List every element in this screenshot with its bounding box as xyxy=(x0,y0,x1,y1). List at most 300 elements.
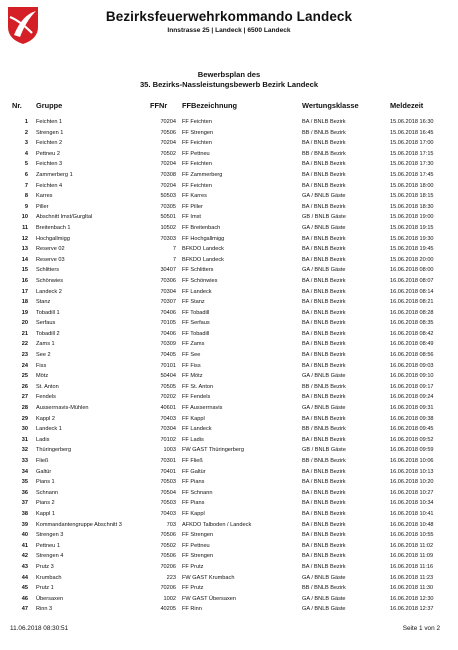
header-meldezeit: Meldezeit xyxy=(390,101,424,110)
cell-nr: 15 xyxy=(21,267,28,274)
cell-wertungsklasse: BA / BNLB Bezirk xyxy=(302,309,346,316)
cell-ffnr: 70506 xyxy=(160,553,176,560)
cell-nr: 22 xyxy=(21,341,28,348)
cell-ffbezeichnung: FF Prutz xyxy=(182,563,204,570)
cell-meldezeit: 15.06.2018 17:00 xyxy=(390,140,434,147)
cell-wertungsklasse: GA / BNLB Gäste xyxy=(302,405,346,412)
cell-meldezeit: 15.06.2018 19:45 xyxy=(390,246,434,253)
cell-nr: 19 xyxy=(21,309,28,316)
cell-meldezeit: 15.06.2018 18:15 xyxy=(390,193,434,200)
cell-nr: 24 xyxy=(21,362,28,369)
table-row xyxy=(0,403,458,414)
cell-wertungsklasse: BA / BNLB Bezirk xyxy=(302,553,346,560)
cell-ffnr: 70303 xyxy=(160,235,176,242)
cell-nr: 21 xyxy=(21,330,28,337)
cell-nr: 3 xyxy=(24,140,28,147)
cell-team: Hochgallmigg xyxy=(36,235,70,242)
cell-team: Krumbach xyxy=(36,574,62,581)
cell-team: Pians 2 xyxy=(36,500,55,507)
cell-ffbezeichnung: FF Fiss xyxy=(182,362,201,369)
cell-nr: 39 xyxy=(21,521,28,528)
cell-meldezeit: 16.06.2018 08:42 xyxy=(390,330,434,337)
cell-meldezeit: 15.06.2018 20:00 xyxy=(390,256,434,263)
cell-nr: 8 xyxy=(24,193,28,200)
table-row xyxy=(0,170,458,181)
cell-ffbezeichnung: FF Serfaus xyxy=(182,320,210,327)
table-row xyxy=(0,467,458,478)
cell-team: Prutz 3 xyxy=(36,563,54,570)
cell-ffnr: 70204 xyxy=(160,140,176,147)
table-row xyxy=(0,541,458,552)
document-title-line1: Bewerbsplan des xyxy=(197,70,261,79)
cell-ffnr: 70202 xyxy=(160,394,176,401)
cell-nr: 41 xyxy=(21,542,28,549)
cell-meldezeit: 16.06.2018 09:17 xyxy=(390,383,434,390)
cell-wertungsklasse: BB / BNLB Bezirk xyxy=(302,426,346,433)
cell-team: Thüringerberg xyxy=(36,447,72,454)
cell-wertungsklasse: BA / BNLB Bezirk xyxy=(302,140,346,147)
table-row xyxy=(0,488,458,499)
table-body xyxy=(0,117,458,615)
cell-team: Mötz xyxy=(36,373,49,380)
cell-wertungsklasse: BA / BNLB Bezirk xyxy=(302,415,346,422)
cell-ffnr: 70206 xyxy=(160,585,176,592)
cell-nr: 14 xyxy=(21,256,28,263)
cell-nr: 34 xyxy=(21,468,28,475)
cell-ffbezeichnung: FF Ladis xyxy=(182,436,204,443)
cell-team: Fiss xyxy=(36,362,47,369)
cell-ffbezeichnung: FF Feichten xyxy=(182,161,212,168)
table-header xyxy=(0,101,458,111)
cell-ffbezeichnung: FF Ausserrnavis xyxy=(182,405,223,412)
cell-meldezeit: 16.06.2018 11:30 xyxy=(390,585,434,592)
cell-nr: 7 xyxy=(24,182,28,189)
cell-ffnr: 70504 xyxy=(160,489,176,496)
cell-team: Pettneu 2 xyxy=(36,150,60,157)
cell-nr: 30 xyxy=(21,426,28,433)
cell-meldezeit: 16.06.2018 08:49 xyxy=(390,341,434,348)
cell-meldezeit: 16.06.2018 10:06 xyxy=(390,458,434,464)
table-row xyxy=(0,244,458,255)
cell-team: Schönwies xyxy=(36,277,64,284)
cell-wertungsklasse: GA / BNLB Gäste xyxy=(302,224,346,231)
cell-nr: 46 xyxy=(21,595,28,602)
cell-wertungsklasse: BA / BNLB Bezirk xyxy=(302,436,346,443)
cell-wertungsklasse: GA / BNLB Gäste xyxy=(302,574,346,581)
organization-address: Innstrasse 25 | Landeck | 6500 Landeck xyxy=(167,27,291,34)
cell-nr: 29 xyxy=(21,415,28,422)
cell-ffnr: 7 xyxy=(172,256,176,263)
table-row xyxy=(0,149,458,160)
cell-ffnr: 70206 xyxy=(160,563,176,570)
cell-wertungsklasse: GA / BNLB Gäste xyxy=(302,193,346,200)
cell-wertungsklasse: BA / BNLB Bezirk xyxy=(302,182,346,189)
cell-meldezeit: 16.06.2018 10:20 xyxy=(390,479,434,486)
cell-ffnr: 70304 xyxy=(160,288,176,295)
cell-team: Kappl 1 xyxy=(36,510,55,517)
cell-meldezeit: 16.06.2018 10:48 xyxy=(390,521,434,528)
cell-ffbezeichnung: FF Tobadill xyxy=(182,330,210,337)
cell-meldezeit: 16.06.2018 10:55 xyxy=(390,532,434,539)
cell-team: Feichten 2 xyxy=(36,140,63,147)
cell-meldezeit: 16.06.2018 09:24 xyxy=(390,394,434,401)
cell-wertungsklasse: BA / BNLB Bezirk xyxy=(302,171,346,178)
cell-wertungsklasse: BA / BNLB Bezirk xyxy=(302,277,346,284)
cell-wertungsklasse: BB / BNLB Bezirk xyxy=(302,150,346,157)
cell-meldezeit: 15.06.2018 17:15 xyxy=(390,150,434,157)
cell-team: Kommandantengruppe Abschnitt 3 xyxy=(36,521,122,528)
cell-team: Rinn 3 xyxy=(36,606,53,613)
cell-team: Zammerberg 1 xyxy=(36,171,73,178)
cell-meldezeit: 16.06.2018 08:56 xyxy=(390,352,434,359)
header-team: Gruppe xyxy=(36,101,63,110)
table-row xyxy=(0,212,458,223)
table-row xyxy=(0,318,458,329)
cell-ffnr: 1002 xyxy=(163,595,176,602)
cell-team: Reserve 02 xyxy=(36,246,65,253)
cell-ffbezeichnung: FF Feichten xyxy=(182,182,212,189)
cell-ffnr: 10502 xyxy=(160,224,176,231)
cell-wertungsklasse: BA / BNLB Bezirk xyxy=(302,256,346,263)
cell-meldezeit: 16.06.2018 11:16 xyxy=(390,563,434,570)
cell-nr: 18 xyxy=(21,299,28,306)
cell-nr: 45 xyxy=(21,585,28,592)
cell-ffnr: 70506 xyxy=(160,129,176,136)
cell-wertungsklasse: GA / BNLB Gäste xyxy=(302,373,346,380)
cell-nr: 25 xyxy=(21,373,28,380)
cell-meldezeit: 16.06.2018 09:59 xyxy=(390,447,434,454)
cell-nr: 9 xyxy=(24,203,28,210)
cell-ffbezeichnung: FF Breitenbach xyxy=(182,224,221,231)
cell-ffbezeichnung: FF Fendels xyxy=(182,394,211,401)
cell-nr: 5 xyxy=(24,161,28,168)
document-title-line2: 35. Bezirks-Nassleistungsbewerb Bezirk Landeck xyxy=(139,80,319,89)
table-row xyxy=(0,191,458,202)
cell-ffnr: 40601 xyxy=(160,405,176,412)
cell-wertungsklasse: BA / BNLB Bezirk xyxy=(302,161,346,168)
cell-ffbezeichnung: FF Rinn xyxy=(182,606,202,613)
cell-team: Fließ xyxy=(36,458,49,464)
table-row xyxy=(0,498,458,509)
cell-wertungsklasse: BA / BNLB Bezirk xyxy=(302,341,346,348)
cell-wertungsklasse: BA / BNLB Bezirk xyxy=(302,203,346,210)
table-row xyxy=(0,509,458,520)
cell-nr: 4 xyxy=(24,150,28,157)
cell-nr: 44 xyxy=(21,574,28,581)
cell-nr: 2 xyxy=(24,129,28,136)
cell-nr: 35 xyxy=(21,479,28,486)
cell-wertungsklasse: BA / BNLB Bezirk xyxy=(302,468,346,475)
cell-ffbezeichnung: FF Feichten xyxy=(182,119,212,125)
cell-meldezeit: 16.06.2018 08:00 xyxy=(390,267,434,274)
cell-wertungsklasse: GA / BNLB Gäste xyxy=(302,595,346,602)
cell-ffbezeichnung: FF Kappl xyxy=(182,510,205,517)
cell-ffnr: 223 xyxy=(166,574,176,581)
cell-team: Prutz 1 xyxy=(36,585,54,592)
table-row xyxy=(0,329,458,340)
cell-team: Schlitters xyxy=(36,267,60,274)
cell-meldezeit: 16.06.2018 09:03 xyxy=(390,362,434,369)
cell-ffbezeichnung: FF Pettneu xyxy=(182,150,210,157)
cell-ffnr: 70505 xyxy=(160,383,176,390)
table-row xyxy=(0,287,458,298)
cell-ffnr: 30407 xyxy=(160,267,176,274)
cell-nr: 43 xyxy=(21,563,28,570)
cell-team: Strengen 3 xyxy=(36,532,64,539)
cell-ffbezeichnung: FF Piller xyxy=(182,203,203,210)
cell-wertungsklasse: BA / BNLB Bezirk xyxy=(302,235,346,242)
cell-wertungsklasse: BA / BNLB Bezirk xyxy=(302,542,346,549)
cell-meldezeit: 16.06.2018 08:14 xyxy=(390,288,434,295)
cell-ffbezeichnung: FF Pettneu xyxy=(182,542,210,549)
cell-nr: 42 xyxy=(21,553,28,560)
cell-meldezeit: 15.06.2018 19:00 xyxy=(390,214,434,221)
table-row xyxy=(0,382,458,393)
cell-ffnr: 70204 xyxy=(160,119,176,125)
cell-wertungsklasse: GA / BNLB Gäste xyxy=(302,267,346,274)
table-row xyxy=(0,361,458,372)
cell-wertungsklasse: BA / BNLB Bezirk xyxy=(302,288,346,295)
cell-ffbezeichnung: FW GAST Thüringerberg xyxy=(182,447,244,454)
table-row xyxy=(0,520,458,531)
cell-ffbezeichnung: FF St. Anton xyxy=(182,383,214,390)
cell-ffnr: 70305 xyxy=(160,203,176,210)
cell-nr: 32 xyxy=(21,447,28,454)
cell-meldezeit: 15.06.2018 17:45 xyxy=(390,171,434,178)
cell-meldezeit: 16.06.2018 09:38 xyxy=(390,415,434,422)
table-row xyxy=(0,477,458,488)
cell-meldezeit: 16.06.2018 09:10 xyxy=(390,373,434,380)
cell-meldezeit: 15.06.2018 19:30 xyxy=(390,235,434,242)
table-row xyxy=(0,392,458,403)
cell-ffnr: 70309 xyxy=(160,341,176,348)
cell-ffnr: 70405 xyxy=(160,352,176,359)
cell-team: Piller xyxy=(36,203,49,210)
table-row xyxy=(0,371,458,382)
cell-ffnr: 70105 xyxy=(160,320,176,327)
table-row xyxy=(0,181,458,192)
footer-page-number: Seite 1 von 2 xyxy=(402,625,440,632)
table-row xyxy=(0,339,458,350)
cell-ffnr: 7 xyxy=(172,246,176,253)
cell-wertungsklasse: GA / BNLB Gäste xyxy=(302,606,346,613)
cell-nr: 6 xyxy=(24,171,28,178)
cell-ffbezeichnung: FF Zammerberg xyxy=(182,171,223,178)
table-row xyxy=(0,128,458,139)
cell-ffbezeichnung: FW GAST Krumbach xyxy=(182,574,235,581)
cell-team: Feichten 4 xyxy=(36,182,63,189)
cell-nr: 16 xyxy=(21,277,28,284)
cell-ffnr: 70403 xyxy=(160,415,176,422)
cell-meldezeit: 15.06.2018 16:45 xyxy=(390,129,434,136)
cell-team: Reserve 03 xyxy=(36,256,65,263)
cell-ffbezeichnung: BFKDO Landeck xyxy=(182,256,224,263)
table-row xyxy=(0,308,458,319)
cell-ffbezeichnung: FF Strengen xyxy=(182,532,214,539)
cell-nr: 26 xyxy=(21,383,28,390)
cell-meldezeit: 16.06.2018 10:13 xyxy=(390,468,434,475)
cell-wertungsklasse: GB / BNLB Gäste xyxy=(302,447,346,454)
table-row xyxy=(0,551,458,562)
cell-meldezeit: 16.06.2018 11:02 xyxy=(390,542,434,549)
cell-ffbezeichnung: FF Pians xyxy=(182,479,205,486)
cell-ffnr: 70502 xyxy=(160,150,176,157)
table-row xyxy=(0,223,458,234)
cell-meldezeit: 16.06.2018 08:21 xyxy=(390,299,434,306)
cell-meldezeit: 16.06.2018 08:07 xyxy=(390,277,434,284)
cell-team: Schnann xyxy=(36,489,59,496)
table-row xyxy=(0,435,458,446)
cell-team: See 2 xyxy=(36,352,51,359)
cell-ffbezeichnung: FF Stanz xyxy=(182,299,205,306)
cell-ffnr: 70406 xyxy=(160,309,176,316)
cell-ffnr: 70503 xyxy=(160,479,176,486)
cell-nr: 47 xyxy=(21,606,28,613)
cell-wertungsklasse: BA / BNLB Bezirk xyxy=(302,500,346,507)
cell-ffbezeichnung: FF Tobadill xyxy=(182,309,210,316)
cell-ffnr: 70401 xyxy=(160,468,176,475)
cell-wertungsklasse: BA / BNLB Bezirk xyxy=(302,330,346,337)
cell-nr: 17 xyxy=(21,288,28,295)
cell-team: Strengen 1 xyxy=(36,129,64,136)
cell-ffnr: 70403 xyxy=(160,510,176,517)
cell-ffnr: 70102 xyxy=(160,436,176,443)
table-row xyxy=(0,594,458,605)
cell-nr: 13 xyxy=(21,246,28,253)
cell-ffnr: 70204 xyxy=(160,182,176,189)
cell-wertungsklasse: BB / BNLB Bezirk xyxy=(302,585,346,592)
table-row xyxy=(0,573,458,584)
cell-ffnr: 40205 xyxy=(160,606,176,613)
cell-wertungsklasse: BA / BNLB Bezirk xyxy=(302,510,346,517)
cell-meldezeit: 16.06.2018 12:30 xyxy=(390,595,434,602)
cell-ffbezeichnung: FF Pians xyxy=(182,500,205,507)
cell-wertungsklasse: BA / BNLB Bezirk xyxy=(302,479,346,486)
cell-wertungsklasse: BB / BNLB Bezirk xyxy=(302,383,346,390)
cell-wertungsklasse: BA / BNLB Bezirk xyxy=(302,489,346,496)
cell-ffnr: 70406 xyxy=(160,330,176,337)
cell-wertungsklasse: BB / BNLB Bezirk xyxy=(302,458,346,464)
cell-ffnr: 70307 xyxy=(160,299,176,306)
cell-ffbezeichnung: FF Strengen xyxy=(182,129,214,136)
cell-ffbezeichnung: FF Landeck xyxy=(182,426,212,433)
cell-team: Stanz xyxy=(36,299,51,306)
cell-ffbezeichnung: FF Imst xyxy=(182,214,201,221)
cell-meldezeit: 16.06.2018 09:45 xyxy=(390,426,434,433)
cell-wertungsklasse: BA / BNLB Bezirk xyxy=(302,119,346,125)
cell-ffbezeichnung: FF Feichten xyxy=(182,140,212,147)
cell-meldezeit: 15.06.2018 19:15 xyxy=(390,224,434,231)
cell-team: Pians 1 xyxy=(36,479,55,486)
cell-wertungsklasse: GB / BNLB Gäste xyxy=(302,214,346,221)
cell-team: St. Anton xyxy=(36,383,59,390)
cell-team: Serfaus xyxy=(36,320,56,327)
cell-ffbezeichnung: FF Fließ xyxy=(182,458,203,464)
cell-ffnr: 1003 xyxy=(163,447,176,454)
header-ffnr: FFNr xyxy=(150,101,168,110)
cell-team: Landeck 1 xyxy=(36,426,62,433)
cell-wertungsklasse: BA / BNLB Bezirk xyxy=(302,299,346,306)
cell-ffnr: 70101 xyxy=(160,362,176,369)
table-row xyxy=(0,562,458,573)
cell-ffbezeichnung: FF Karres xyxy=(182,193,207,200)
cell-nr: 31 xyxy=(21,436,28,443)
table-row xyxy=(0,445,458,456)
cell-meldezeit: 16.06.2018 12:37 xyxy=(390,606,434,613)
header-nr: Nr. xyxy=(12,101,22,110)
cell-ffnr: 70502 xyxy=(160,542,176,549)
cell-nr: 10 xyxy=(21,214,28,221)
cell-wertungsklasse: BA / BNLB Bezirk xyxy=(302,352,346,359)
cell-ffbezeichnung: FF See xyxy=(182,352,201,359)
cell-ffbezeichnung: BFKDO Landeck xyxy=(182,246,224,253)
cell-ffbezeichnung: FF Zams xyxy=(182,341,205,348)
header-ffbezeichnung: FFBezeichnung xyxy=(182,101,238,110)
cell-team: Kappl 2 xyxy=(36,415,55,422)
cell-nr: 40 xyxy=(21,532,28,539)
cell-ffnr: 70204 xyxy=(160,161,176,168)
cell-nr: 20 xyxy=(21,320,28,327)
cell-team: Ausserrnavis-Mühlen xyxy=(36,405,89,412)
cell-ffbezeichnung: FF Strengen xyxy=(182,553,214,560)
cell-ffbezeichnung: FF Schönwies xyxy=(182,277,218,284)
table-row xyxy=(0,583,458,594)
cell-meldezeit: 16.06.2018 08:28 xyxy=(390,309,434,316)
cell-team: Galtür xyxy=(36,468,52,475)
cell-team: Landeck 2 xyxy=(36,288,62,295)
cell-ffnr: 70306 xyxy=(160,277,176,284)
cell-meldezeit: 15.06.2018 18:30 xyxy=(390,203,434,210)
cell-team: Pettneu 1 xyxy=(36,542,60,549)
cell-nr: 23 xyxy=(21,352,28,359)
table-row xyxy=(0,424,458,435)
cell-ffbezeichnung: FF Landeck xyxy=(182,288,212,295)
cell-wertungsklasse: BB / BNLB Bezirk xyxy=(302,129,346,136)
cell-nr: 38 xyxy=(21,510,28,517)
footer-timestamp: 11.06.2018 08:30:51 xyxy=(10,625,69,632)
table-row xyxy=(0,255,458,266)
cell-nr: 27 xyxy=(21,394,28,401)
cell-ffbezeichnung: FF Schnann xyxy=(182,489,213,496)
cell-wertungsklasse: BA / BNLB Bezirk xyxy=(302,532,346,539)
organization-title: Bezirksfeuerwehrkommando Landeck xyxy=(105,9,353,24)
cell-ffnr: 703 xyxy=(166,521,176,528)
cell-ffnr: 70301 xyxy=(160,458,176,464)
cell-meldezeit: 16.06.2018 10:41 xyxy=(390,510,434,517)
cell-wertungsklasse: BA / BNLB Bezirk xyxy=(302,521,346,528)
cell-ffbezeichnung: FF Prutz xyxy=(182,585,204,592)
table-row xyxy=(0,530,458,541)
cell-meldezeit: 16.06.2018 10:34 xyxy=(390,500,434,507)
cell-wertungsklasse: BA / BNLB Bezirk xyxy=(302,362,346,369)
cell-team: Tobadill 2 xyxy=(36,330,60,337)
cell-nr: 37 xyxy=(21,500,28,507)
cell-team: Zams 1 xyxy=(36,341,55,348)
cell-ffnr: 70503 xyxy=(160,500,176,507)
cell-meldezeit: 16.06.2018 11:09 xyxy=(390,553,434,560)
cell-ffbezeichnung: FF Mötz xyxy=(182,373,203,380)
table-row xyxy=(0,350,458,361)
table-row xyxy=(0,159,458,170)
cell-nr: 36 xyxy=(21,489,28,496)
cell-team: Feichten 3 xyxy=(36,161,63,168)
cell-ffnr: 50404 xyxy=(160,373,176,380)
cell-nr: 1 xyxy=(24,119,28,125)
table-row xyxy=(0,456,458,467)
cell-meldezeit: 16.06.2018 09:31 xyxy=(390,405,434,412)
cell-meldezeit: 15.06.2018 17:30 xyxy=(390,161,434,168)
cell-team: Breitenbach 1 xyxy=(36,224,71,231)
